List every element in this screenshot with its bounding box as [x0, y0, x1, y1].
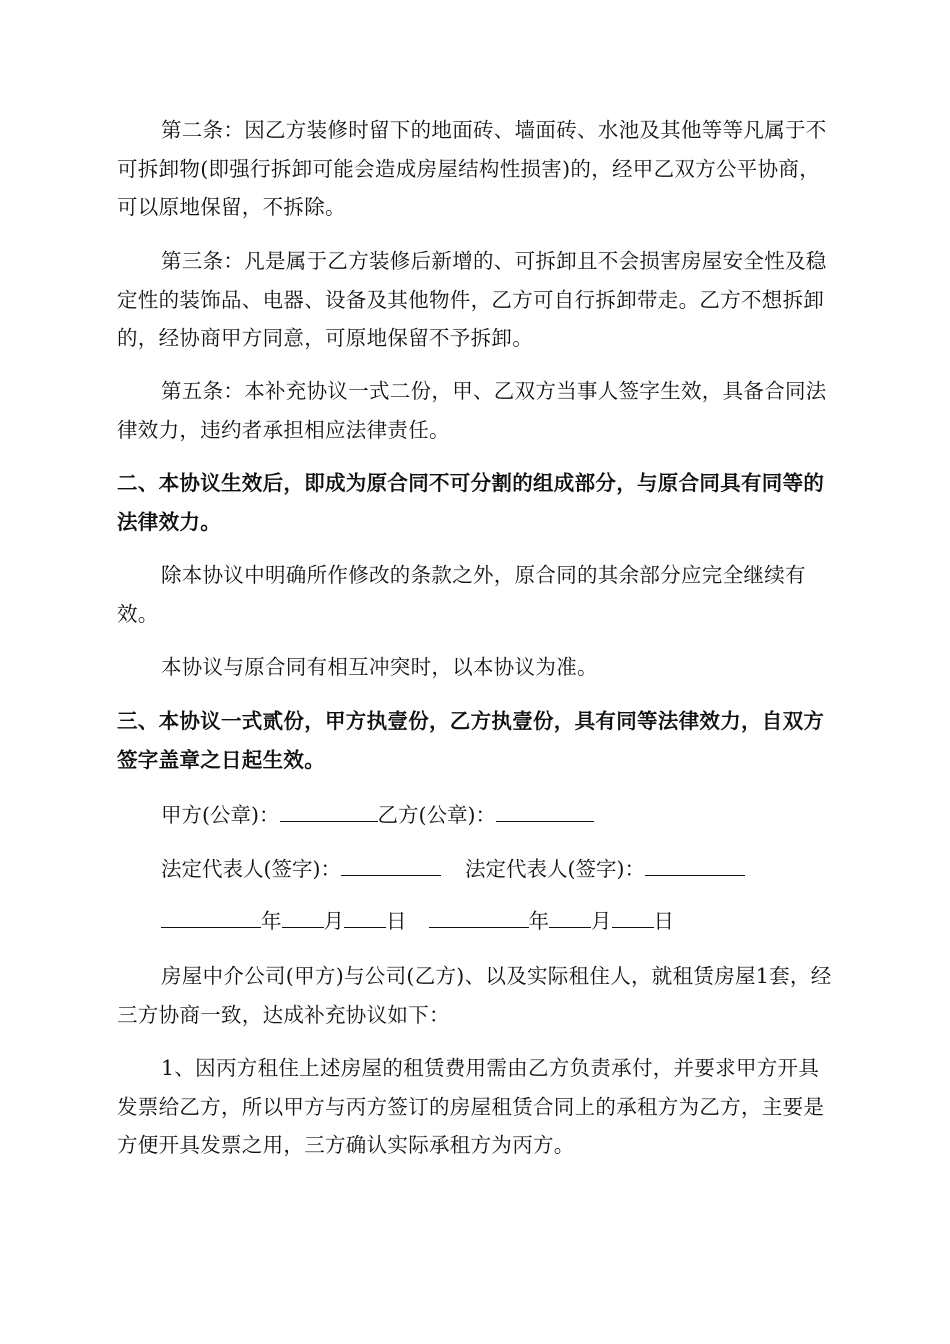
- rep-b-blank: [645, 853, 745, 876]
- representative-line: [161, 850, 745, 889]
- party-a-seal-label: 甲方(公章)：: [161, 803, 280, 827]
- article-3-paragraph: 第三条：凡是属于乙方装修后新增的、可拆卸且不会损害房屋安全性及稳定性的装饰品、电器、设备及其他物件，乙方可自行拆卸带走。乙方不想拆卸的，经协商甲方同意，可原地保留不予拆卸。: [117, 249, 827, 350]
- intro-paragraph: 房屋中介公司(甲方)与公司(乙方)、以及实际租住人，就租赁房屋1套，经三方协商一致，达成补充协议如下：: [117, 964, 832, 1027]
- rep-a-blank: [341, 853, 441, 876]
- party-b-seal-label: 乙方(公章)：: [377, 803, 496, 827]
- party-a-seal-blank: [280, 799, 378, 822]
- date-b-year-label: 年: [528, 909, 549, 933]
- section-3-heading: 三、本协议一式贰份，甲方执壹份，乙方执壹份，具有同等法律效力，自双方签字盖章之日起生效。: [117, 709, 825, 772]
- date-a-month-blank: [282, 905, 324, 928]
- rep-b-label: 法定代表人(签字)：: [465, 857, 645, 881]
- date-a-month-label: 月: [323, 909, 344, 933]
- date-b-day-label: 日: [653, 909, 674, 933]
- date-b-month-label: 月: [591, 909, 612, 933]
- date-a-day-blank: [344, 905, 386, 928]
- date-line: [161, 902, 674, 941]
- rep-a-label: 法定代表人(签字)：: [161, 857, 341, 881]
- seal-line: [161, 796, 594, 835]
- article-2-paragraph: 第二条：因乙方装修时留下的地面砖、墙面砖、水池及其他等等凡属于不可拆卸物(即强行拆卸可能会造成房屋结构性损害)的，经甲乙双方公平协商，可以原地保留，不拆除。: [117, 118, 827, 219]
- article-5-paragraph: 第五条：本补充协议一式二份，甲、乙双方当事人签字生效，具备合同法律效力，违约者承担相应法律责任。: [117, 379, 827, 442]
- date-b-year-blank: [429, 905, 529, 928]
- date-a-year-blank: [161, 905, 261, 928]
- clause-1-paragraph: 1、因丙方租住上述房屋的租赁费用需由乙方负责承付，并要求甲方开具发票给乙方，所以甲方与丙方签订的房屋租赁合同上的承租方为乙方，主要是方便开具发票之用，三方确认实际承租方为丙方。: [117, 1056, 825, 1157]
- conflict-paragraph: 本协议与原合同有相互冲突时，以本协议为准。: [161, 655, 598, 679]
- date-b-day-blank: [612, 905, 654, 928]
- section-2-heading: 二、本协议生效后，即成为原合同不可分割的组成部分，与原合同具有同等的法律效力。: [117, 471, 825, 534]
- date-a-year-label: 年: [261, 909, 282, 933]
- date-b-month-blank: [549, 905, 591, 928]
- party-b-seal-blank: [496, 799, 594, 822]
- remaining-terms-paragraph: 除本协议中明确所作修改的条款之外，原合同的其余部分应完全继续有效。: [117, 563, 806, 626]
- date-a-day-label: 日: [386, 909, 407, 933]
